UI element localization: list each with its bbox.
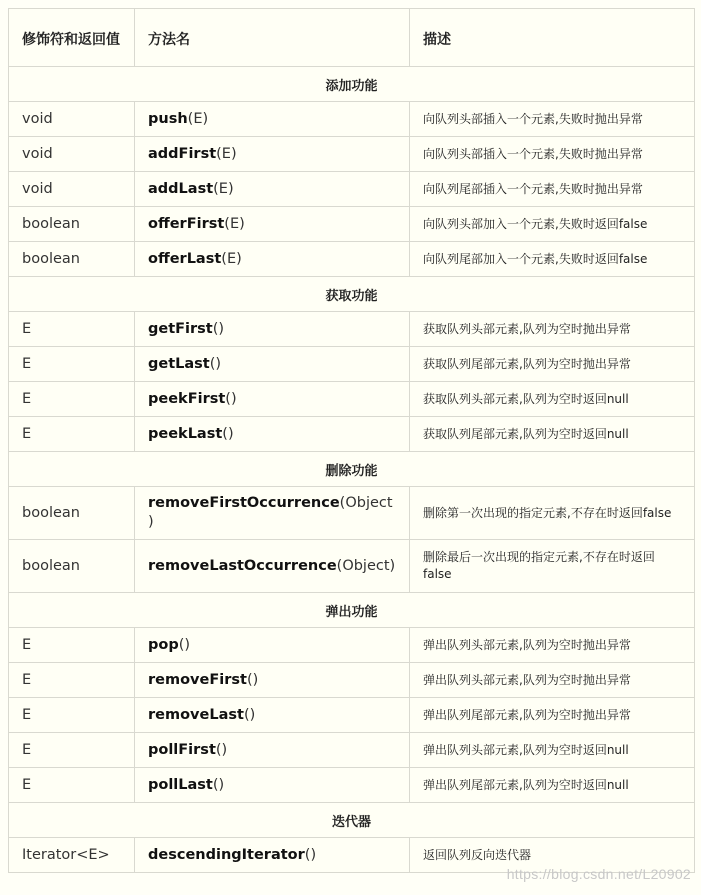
return-type-cell: E [9, 382, 135, 417]
method-name: addLast [148, 180, 214, 197]
return-type-cell: E [9, 733, 135, 768]
section-header-row [9, 803, 695, 838]
method-params: () [178, 636, 191, 653]
method-cell [135, 768, 410, 803]
table-row [9, 172, 695, 207]
return-type-cell: boolean [9, 540, 135, 593]
return-type-cell: void [9, 102, 135, 137]
method-cell [135, 102, 410, 137]
table-row [9, 663, 695, 698]
method-name: offerLast [148, 250, 222, 267]
method-params: (Object) [336, 557, 396, 574]
method-name: pollFirst [148, 741, 216, 758]
method-params: (E) [224, 215, 245, 232]
method-params: (E) [216, 145, 237, 162]
section-title: 迭代器 [9, 803, 695, 838]
method-params: (E) [213, 180, 234, 197]
section-header-row [9, 452, 695, 487]
return-type-cell: E [9, 628, 135, 663]
method-name: descendingIterator [148, 846, 305, 863]
description-cell: 弹出队列尾部元素,队列为空时抛出异常 [410, 698, 695, 733]
table-row [9, 102, 695, 137]
section-title: 弹出功能 [9, 593, 695, 628]
description-cell: 获取队列尾部元素,队列为空时抛出异常 [410, 347, 695, 382]
description-cell: 向队列尾部加入一个元素,失败时返回false [410, 242, 695, 277]
description-cell: 向队列头部加入一个元素,失败时返回false [410, 207, 695, 242]
table-row [9, 540, 695, 593]
method-cell [135, 417, 410, 452]
header-description: 描述 [410, 9, 695, 67]
method-name: removeLast [148, 706, 244, 723]
method-name: removeFirstOccurrence [148, 495, 340, 511]
method-cell [135, 242, 410, 277]
table-row [9, 733, 695, 768]
method-name: addFirst [148, 145, 217, 162]
method-name: removeLastOccurrence [148, 557, 337, 574]
method-params: (Object) [148, 495, 393, 530]
method-name: push [148, 110, 188, 127]
method-params: () [243, 706, 256, 723]
table-row [9, 628, 695, 663]
return-type-cell: boolean [9, 242, 135, 277]
section-header-row [9, 277, 695, 312]
method-name: peekLast [148, 425, 223, 442]
method-cell [135, 487, 410, 540]
table-row [9, 698, 695, 733]
method-cell [135, 540, 410, 593]
description-cell: 弹出队列头部元素,队列为空时返回null [410, 733, 695, 768]
table-row [9, 487, 695, 540]
description-cell: 返回队列反向迭代器 [410, 838, 695, 873]
section-title: 删除功能 [9, 452, 695, 487]
table-row [9, 242, 695, 277]
return-type-cell: E [9, 768, 135, 803]
method-cell [135, 207, 410, 242]
table-row [9, 137, 695, 172]
table-row [9, 768, 695, 803]
method-params: () [209, 355, 222, 372]
method-cell [135, 733, 410, 768]
header-method-name: 方法名 [135, 9, 410, 67]
description-cell: 向队列尾部插入一个元素,失败时抛出异常 [410, 172, 695, 207]
description-cell: 删除最后一次出现的指定元素,不存在时返回false [410, 540, 695, 593]
description-cell: 获取队列头部元素,队列为空时抛出异常 [410, 312, 695, 347]
method-name: offerFirst [148, 215, 225, 232]
return-type-cell: E [9, 417, 135, 452]
method-name: getFirst [148, 320, 213, 337]
description-cell: 向队列头部插入一个元素,失败时抛出异常 [410, 137, 695, 172]
method-cell [135, 347, 410, 382]
description-cell: 删除第一次出现的指定元素,不存在时返回false [410, 487, 695, 540]
method-params: () [246, 671, 259, 688]
table-row [9, 417, 695, 452]
method-cell [135, 663, 410, 698]
method-params: (E) [221, 250, 242, 267]
table-row [9, 382, 695, 417]
section-title: 添加功能 [9, 67, 695, 102]
return-type-cell: boolean [9, 207, 135, 242]
return-type-cell: void [9, 137, 135, 172]
method-params: () [222, 425, 234, 442]
description-cell: 弹出队列头部元素,队列为空时抛出异常 [410, 663, 695, 698]
method-params: (E) [187, 110, 209, 127]
method-cell [135, 698, 410, 733]
table-header-row [9, 9, 695, 67]
return-type-cell: Iterator<E> [9, 838, 135, 873]
return-type-cell: boolean [9, 487, 135, 540]
method-cell [135, 628, 410, 663]
method-cell [135, 312, 410, 347]
method-name: removeFirst [148, 671, 247, 688]
table-row [9, 207, 695, 242]
section-header-row [9, 593, 695, 628]
method-name: pollLast [148, 776, 213, 793]
method-params: () [212, 776, 225, 793]
description-cell: 向队列头部插入一个元素,失败时抛出异常 [410, 102, 695, 137]
method-cell [135, 172, 410, 207]
description-cell: 弹出队列尾部元素,队列为空时返回null [410, 768, 695, 803]
description-cell: 获取队列头部元素,队列为空时返回null [410, 382, 695, 417]
section-title: 获取功能 [9, 277, 695, 312]
return-type-cell: E [9, 663, 135, 698]
return-type-cell: E [9, 347, 135, 382]
table-row [9, 347, 695, 382]
section-header-row [9, 67, 695, 102]
api-method-table [8, 8, 695, 873]
method-params: () [304, 846, 317, 863]
watermark-text: https://blog.csdn.net/L20902 [506, 866, 691, 882]
method-name: getLast [148, 355, 210, 372]
description-cell: 弹出队列头部元素,队列为空时抛出异常 [410, 628, 695, 663]
header-return-type: 修饰符和返回值 [9, 9, 135, 67]
method-cell [135, 137, 410, 172]
method-name: pop [148, 636, 179, 653]
table-row [9, 312, 695, 347]
description-cell: 获取队列尾部元素,队列为空时返回null [410, 417, 695, 452]
method-params: () [212, 320, 225, 337]
table-body [9, 67, 695, 873]
method-name: peekFirst [148, 390, 226, 407]
return-type-cell: E [9, 698, 135, 733]
method-cell [135, 838, 410, 873]
return-type-cell: void [9, 172, 135, 207]
method-params: () [225, 390, 237, 407]
return-type-cell: E [9, 312, 135, 347]
method-cell [135, 382, 410, 417]
method-params: () [215, 741, 228, 758]
